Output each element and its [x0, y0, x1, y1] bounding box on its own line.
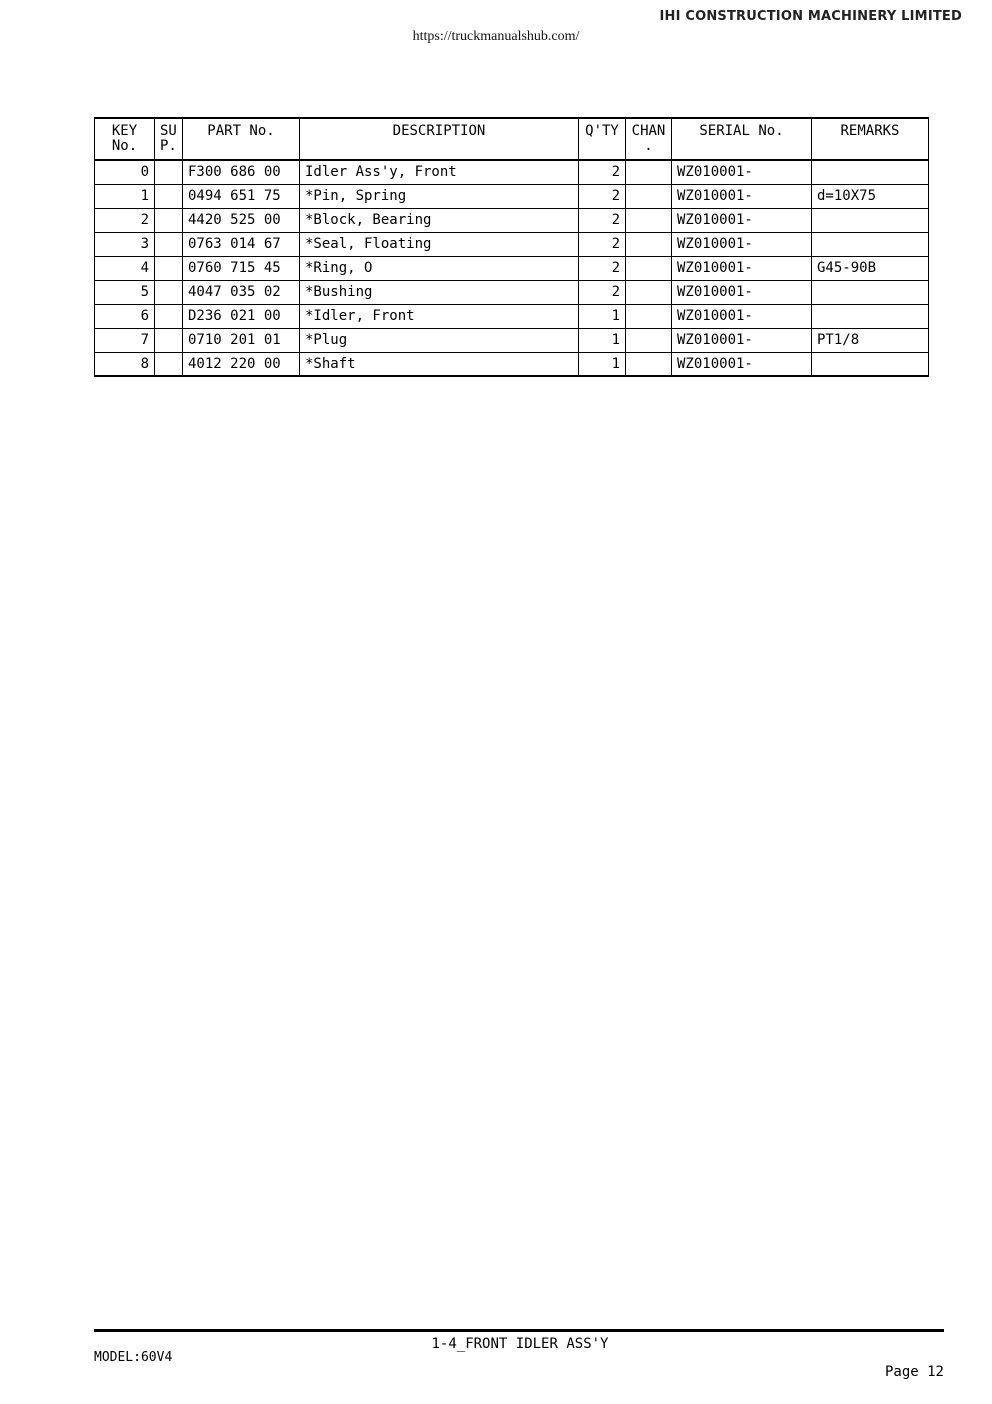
cell-sup [155, 160, 183, 184]
cell-serial: WZ010001- [672, 208, 812, 232]
table-row [95, 304, 929, 328]
cell-serial: WZ010001- [672, 280, 812, 304]
cell-description: *Pin, Spring [300, 184, 579, 208]
cell-qty: 2 [579, 256, 626, 280]
cell-key: 5 [95, 280, 155, 304]
cell-sup [155, 256, 183, 280]
table-row [95, 232, 929, 256]
cell-remarks [812, 208, 929, 232]
cell-part-no: 0763 014 67 [183, 232, 300, 256]
cell-serial: WZ010001- [672, 160, 812, 184]
cell-chan [626, 160, 672, 184]
cell-serial: WZ010001- [672, 352, 812, 376]
cell-sup [155, 208, 183, 232]
cell-qty: 1 [579, 328, 626, 352]
cell-key: 3 [95, 232, 155, 256]
cell-qty: 1 [579, 352, 626, 376]
cell-key: 1 [95, 184, 155, 208]
cell-key: 0 [95, 160, 155, 184]
footer-divider [94, 1329, 944, 1332]
cell-serial: WZ010001- [672, 304, 812, 328]
cell-key: 6 [95, 304, 155, 328]
cell-qty: 1 [579, 304, 626, 328]
cell-qty: 2 [579, 160, 626, 184]
cell-description: *Ring, O [300, 256, 579, 280]
cell-remarks [812, 352, 929, 376]
cell-remarks [812, 160, 929, 184]
cell-part-no: 4047 035 02 [183, 280, 300, 304]
table-header-row [95, 118, 929, 160]
cell-key: 2 [95, 208, 155, 232]
cell-description: *Block, Bearing [300, 208, 579, 232]
cell-sup [155, 232, 183, 256]
column-header-qty: Q'TY [579, 118, 626, 160]
table-row [95, 160, 929, 184]
table-row [95, 184, 929, 208]
cell-remarks: PT1/8 [812, 328, 929, 352]
model-label: MODEL:60V4 [94, 1350, 173, 1365]
cell-qty: 2 [579, 232, 626, 256]
cell-sup [155, 304, 183, 328]
cell-remarks [812, 280, 929, 304]
cell-key: 4 [95, 256, 155, 280]
cell-qty: 2 [579, 208, 626, 232]
cell-key: 7 [95, 328, 155, 352]
cell-sup [155, 328, 183, 352]
cell-remarks: d=10X75 [812, 184, 929, 208]
table-row [95, 256, 929, 280]
cell-serial: WZ010001- [672, 256, 812, 280]
cell-sup [155, 184, 183, 208]
cell-serial: WZ010001- [672, 328, 812, 352]
cell-remarks [812, 232, 929, 256]
cell-description: *Bushing [300, 280, 579, 304]
column-header-part-no: PART No. [183, 118, 300, 160]
cell-chan [626, 208, 672, 232]
column-header-chan: CHAN . [626, 118, 672, 160]
column-header-sup: SU P. [155, 118, 183, 160]
cell-remarks [812, 304, 929, 328]
page-number: Page 12 [884, 1364, 944, 1380]
brand-logo-text: IHI CONSTRUCTION MACHINERY LIMITED [659, 9, 962, 24]
column-header-description: DESCRIPTION [300, 118, 579, 160]
table-row [95, 328, 929, 352]
cell-key: 8 [95, 352, 155, 376]
cell-part-no: 0710 201 01 [183, 328, 300, 352]
table-row [95, 208, 929, 232]
column-header-key: KEY No. [95, 118, 155, 160]
cell-description: *Shaft [300, 352, 579, 376]
cell-part-no: D236 021 00 [183, 304, 300, 328]
cell-part-no: 0760 715 45 [183, 256, 300, 280]
column-header-remarks: REMARKS [812, 118, 929, 160]
cell-serial: WZ010001- [672, 184, 812, 208]
table-row [95, 352, 929, 376]
cell-part-no: 4420 525 00 [183, 208, 300, 232]
cell-chan [626, 304, 672, 328]
cell-description: *Seal, Floating [300, 232, 579, 256]
cell-chan [626, 280, 672, 304]
cell-chan [626, 184, 672, 208]
cell-chan [626, 256, 672, 280]
section-title: 1-4_FRONT IDLER ASS'Y [431, 1336, 609, 1352]
cell-part-no: F300 686 00 [183, 160, 300, 184]
table-row [95, 280, 929, 304]
cell-remarks: G45-90B [812, 256, 929, 280]
cell-serial: WZ010001- [672, 232, 812, 256]
cell-sup [155, 352, 183, 376]
cell-qty: 2 [579, 280, 626, 304]
cell-qty: 2 [579, 184, 626, 208]
cell-sup [155, 280, 183, 304]
cell-chan [626, 352, 672, 376]
cell-chan [626, 232, 672, 256]
cell-description: *Plug [300, 328, 579, 352]
cell-chan [626, 328, 672, 352]
cell-description: Idler Ass'y, Front [300, 160, 579, 184]
cell-part-no: 4012 220 00 [183, 352, 300, 376]
cell-part-no: 0494 651 75 [183, 184, 300, 208]
column-header-serial: SERIAL No. [672, 118, 812, 160]
site-url[interactable]: https://truckmanualshub.com/ [412, 29, 580, 44]
parts-table [94, 117, 929, 377]
cell-description: *Idler, Front [300, 304, 579, 328]
